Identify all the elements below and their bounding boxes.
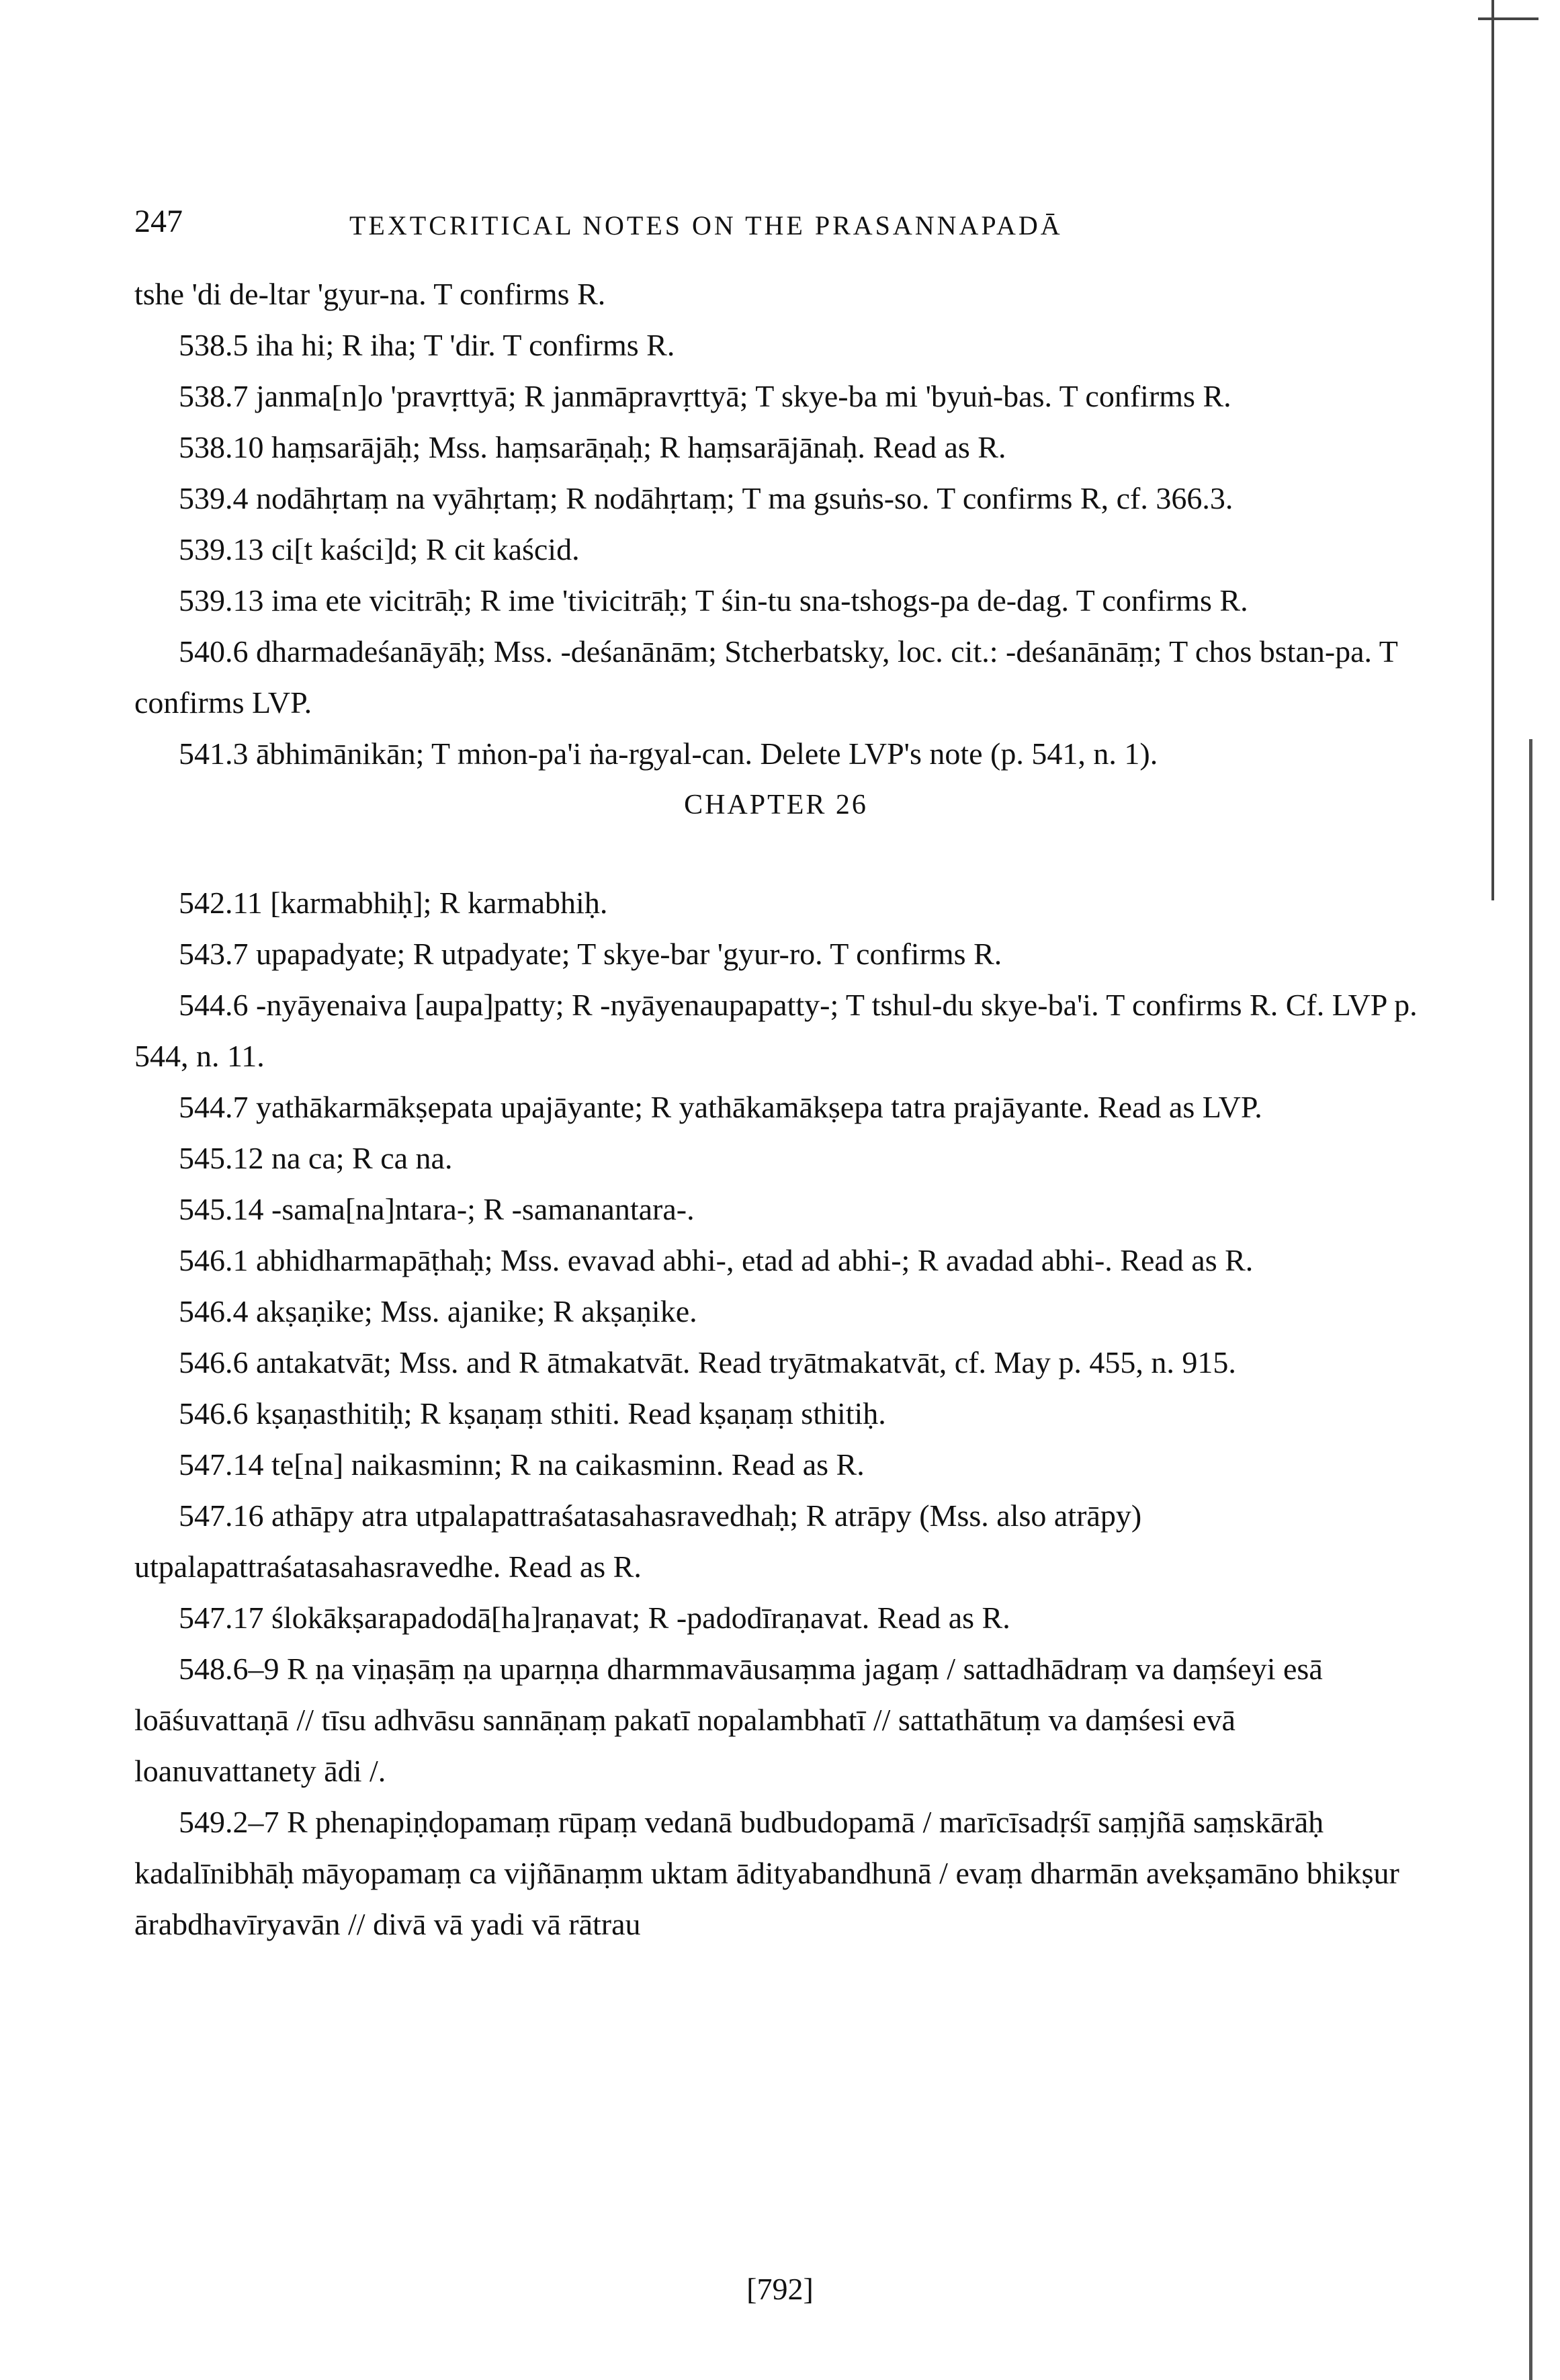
note-line: 546.6 antakatvāt; Mss. and R ātmakatvāt. Read tryātmakatvāt, cf. May p. 455, n. 915. [179, 1345, 1236, 1379]
note-line: 546.1 abhidharmapāṭhaḥ; Mss. evavad abhi-, etad ad abhi-; R avadad abhi-. Read as R. [179, 1243, 1254, 1277]
note-line: 538.5 iha hi; R iha; T 'dir. T confirms R. [179, 328, 675, 362]
note-line: 547.17 ślokākṣarapadodā[ha]raṇavat; R -padodīraṇavat. Read as R. [179, 1601, 1010, 1635]
note-line: 545.12 na ca; R ca na. [179, 1141, 453, 1175]
note-line: 547.16 athāpy atra utpalapattraśatasahasravedhaḥ; R atrāpy (Mss. also atrāpy) utpalapattraśatasahasravedhe. Read as R. [134, 1498, 1142, 1584]
note-line: 542.11 [karmabhiḥ]; R karmabhiḥ. [179, 886, 608, 920]
notes-body [134, 269, 1418, 1950]
page-number: 247 [134, 204, 183, 239]
folio-number: [792] [746, 2272, 814, 2306]
note-line: 539.13 ci[t kaści]d; R cit kaścid. [179, 532, 580, 566]
note-line: 540.6 dharmadeśanāyāḥ; Mss. -deśanānām; Stcherbatsky, loc. cit.: -deśanānāṃ; T chos bstan-pa. T confirms LVP. [134, 634, 1397, 720]
note-line: 546.6 kṣaṇasthitiḥ; R kṣaṇaṃ sthiti. Read kṣaṇaṃ sthitiḥ. [179, 1396, 886, 1431]
note-line: 544.6 -nyāyenaiva [aupa]patty; R -nyāyenaupapatty-; T tshul-du skye-ba'i. T confirms R. Cf. LVP p. 544, n. 11. [134, 988, 1418, 1073]
note-line: 547.14 te[na] naikasminn; R na caikasminn. Read as R. [179, 1447, 865, 1482]
scan-edge-line [1491, 0, 1494, 900]
note-line: 538.10 haṃsarājāḥ; Mss. haṃsarāṇaḥ; R haṃsarājānaḥ. Read as R. [179, 430, 1006, 464]
note-line: 546.4 akṣaṇike; Mss. ajanike; R akṣaṇike. [179, 1294, 697, 1328]
note-line: 541.3 ābhimānikān; T mṅon-pa'i ṅa-rgyal-can. Delete LVP's note (p. 541, n. 1). [179, 736, 1158, 771]
scan-edge-tick [1478, 17, 1539, 20]
running-head: TEXTCRITICAL NOTES ON THE PRASANNAPADĀ [349, 210, 1063, 241]
note-line: 548.6–9 R ṇa viṇaṣāṃ ṇa uparṇṇa dharmmavāusaṃma jagaṃ / sattadhādraṃ va daṃśeyi esā loāśuvattaṇā // tīsu adhvāsu sannāṇaṃ pakatī nopalambhatī // sattathātuṃ va daṃśesi evā loanuvattanety ādi /. [134, 1652, 1323, 1788]
chapter-heading: CHAPTER 26 [684, 790, 868, 820]
note-line: 539.13 ima ete vicitrāḥ; R ime 'tivicitrāḥ; T śin-tu sna-tshogs-pa de-dag. T confirms R. [179, 583, 1248, 618]
note-line: tshe 'di de-ltar 'gyur-na. T confirms R. [134, 277, 606, 311]
page-header [134, 203, 1411, 250]
scan-edge-line [1529, 739, 1532, 2380]
note-line: 545.14 -sama[na]ntara-; R -samanantara-. [179, 1192, 695, 1226]
note-line: 539.4 nodāhṛtaṃ na vyāhṛtaṃ; R nodāhṛtaṃ; T ma gsuṅs-so. T confirms R, cf. 366.3. [179, 481, 1233, 515]
note-line: 544.7 yathākarmākṣepata upajāyante; R yathākamākṣepa tatra prajāyante. Read as LVP. [179, 1090, 1262, 1124]
note-line: 543.7 upapadyate; R utpadyate; T skye-bar 'gyur-ro. T confirms R. [179, 937, 1002, 971]
note-line: 549.2–7 R phenapiṇḍopamaṃ rūpaṃ vedanā budbudopamā / marīcīsadṛśī saṃjñā saṃskārāḥ kadalīnibhāḥ māyopamaṃ ca vijñānaṃm uktam ādityabandhunā / evaṃ dharmān avekṣamāno bhikṣur ārabdhavīryavān // divā vā yadi vā rātrau [134, 1805, 1399, 1941]
note-line: 538.7 janma[n]o 'pravṛttyā; R janmāpravṛttyā; T skye-ba mi 'byuṅ-bas. T confirms R. [179, 379, 1231, 413]
